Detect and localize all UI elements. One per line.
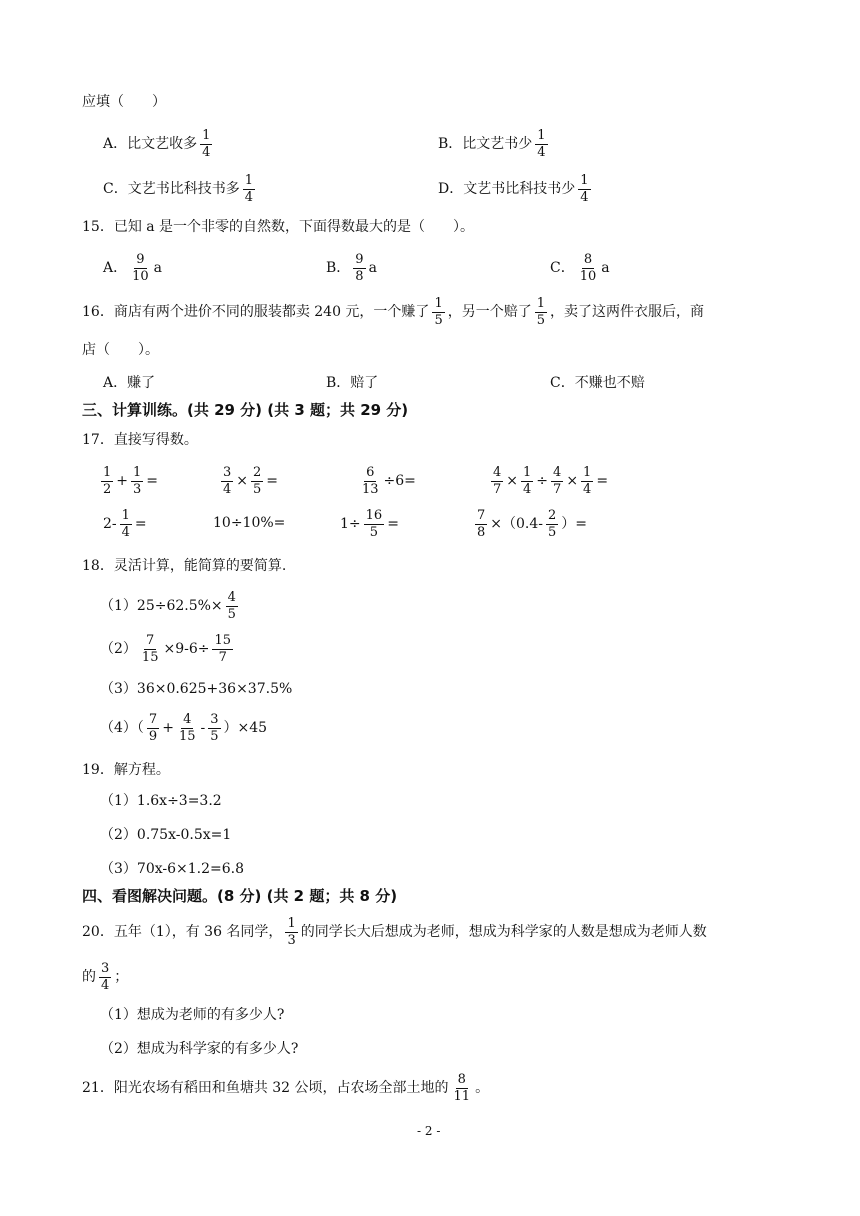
- q19-item3: （3）70x-6×1.2=6.8: [100, 861, 244, 877]
- option-tail: a: [368, 260, 377, 277]
- q14-option-b[interactable]: [438, 129, 551, 159]
- fraction: $\frac{3}{5}$: [210, 712, 219, 744]
- q18-part3: （3）36×0.625+36×37.5%: [100, 681, 293, 697]
- option-label: B．比文艺书少: [438, 136, 533, 153]
- q14-option-c[interactable]: [103, 174, 258, 204]
- fraction: $\frac{1}{4}$: [523, 465, 532, 497]
- operator: +: [116, 473, 129, 490]
- operator: +: [162, 720, 174, 737]
- fraction: $\frac{1}{5}$: [434, 296, 443, 328]
- text: ，卖了这两件衣服后，商: [550, 304, 704, 321]
- fraction: $\frac{4}{5}$: [227, 590, 236, 622]
- q20-sub2: （2）想成为科学家的有多少人?: [100, 1041, 299, 1057]
- fraction: $\frac{2}{5}$: [548, 508, 557, 540]
- fraction: $\frac{6}{13}$: [362, 465, 379, 497]
- fraction: $\frac{16}{5}$: [365, 508, 383, 540]
- q18-part4: [100, 713, 267, 743]
- equals: =: [596, 473, 609, 490]
- text: ，另一个赔了: [447, 304, 532, 321]
- q15-stem: 15．已知 a 是一个非零的自然数，下面得数最大的是（ ）。: [82, 219, 475, 235]
- operator: ×: [506, 473, 519, 490]
- text: ×9-6÷: [163, 641, 210, 658]
- q18-part2: [100, 634, 236, 664]
- fraction: $\frac{1}{4}$: [202, 128, 211, 160]
- text: （1）25÷62.5%×: [100, 598, 223, 615]
- q17-row2-item4: [472, 509, 587, 539]
- text: 。: [475, 1080, 490, 1097]
- equals: =: [146, 473, 159, 490]
- fraction: $\frac{7}{8}$: [477, 508, 486, 540]
- q20-stem-line1: [82, 917, 707, 947]
- text: 21．阳光农场有稻田和鱼塘共 32 公顷，占农场全部土地的: [82, 1080, 449, 1097]
- q14-tail: 应填（ ）: [82, 94, 166, 110]
- text: 的: [82, 969, 96, 986]
- fraction: $\frac{4}{7}$: [553, 465, 562, 497]
- option-tail: a: [153, 260, 163, 277]
- section-heading-3: 三、计算训练。(共 29 分) (共 3 题；共 29 分): [82, 401, 409, 419]
- q14-option-a[interactable]: [103, 129, 215, 159]
- fraction: $\frac{9}{10}$: [132, 252, 149, 284]
- option-label: A．比文艺收多: [103, 136, 198, 153]
- q15-option-a[interactable]: [103, 253, 162, 283]
- q17-row2-item2: 10÷10%=: [213, 515, 286, 531]
- fraction: $\frac{7}{15}$: [141, 633, 159, 665]
- fraction: $\frac{7}{9}$: [148, 712, 158, 744]
- text: 16．商店有两个进价不同的服装都卖 240 元，一个赚了: [82, 304, 430, 321]
- fraction: $\frac{3}{4}$: [101, 961, 110, 993]
- fraction: $\frac{8}{11}$: [453, 1072, 471, 1104]
- q17-stem: 17．直接写得数。: [82, 432, 198, 448]
- fraction: $\frac{1}{3}$: [287, 916, 296, 948]
- q19-item2: （2）0.75x-0.5x=1: [100, 827, 232, 843]
- q18-part1: [100, 591, 241, 621]
- q17-row1-item1: [98, 466, 158, 496]
- q18-stem: 18．灵活计算，能简算的要简算.: [82, 558, 287, 574]
- fraction: $\frac{1}{4}$: [580, 173, 589, 205]
- option-tail: a: [601, 260, 610, 277]
- q16-stem-line2: 店（ ）。: [82, 342, 159, 358]
- fraction: $\frac{9}{8}$: [355, 252, 364, 284]
- fraction: $\frac{4}{7}$: [493, 465, 502, 497]
- section-heading-4: 四、看图解决问题。(8 分) (共 2 题；共 8 分): [82, 887, 398, 905]
- fraction: $\frac{15}{7}$: [214, 633, 232, 665]
- fraction: $\frac{1}{4}$: [583, 465, 592, 497]
- option-label: D．文艺书比科技书少: [438, 181, 576, 198]
- q19-item1: （1）1.6x÷3=3.2: [100, 793, 222, 809]
- option-label: A．: [103, 260, 128, 277]
- q17-row2-item3: [340, 509, 399, 539]
- text: 1÷: [340, 516, 361, 533]
- q21-stem: [82, 1073, 489, 1103]
- text: ）=: [561, 516, 588, 533]
- operator: ×: [566, 473, 579, 490]
- text: ）×45: [223, 720, 268, 737]
- text: （4）（: [100, 720, 144, 737]
- q15-option-b[interactable]: [326, 253, 377, 283]
- text: ；: [114, 969, 129, 986]
- text: 2-: [103, 516, 117, 533]
- fraction: $\frac{1}{4}$: [244, 173, 253, 205]
- fraction: $\frac{1}{2}$: [103, 465, 112, 497]
- fraction: $\frac{3}{4}$: [223, 465, 232, 497]
- fraction: $\frac{1}{4}$: [121, 508, 130, 540]
- text: （2）: [100, 641, 137, 658]
- q14-option-d[interactable]: [438, 174, 594, 204]
- fraction: $\frac{4}{15}$: [178, 712, 196, 744]
- page-number: - 2 -: [417, 1124, 441, 1138]
- q20-sub1: （1）想成为老师的有多少人?: [100, 1007, 285, 1023]
- q16-stem-line1: [82, 297, 704, 327]
- equals: =: [266, 473, 279, 490]
- q17-row2-item1: [103, 509, 147, 539]
- q19-stem: 19．解方程。: [82, 762, 170, 778]
- option-label: C．: [550, 260, 575, 277]
- equals: =: [387, 516, 399, 533]
- fraction: $\frac{2}{5}$: [253, 465, 262, 497]
- q20-stem-line2: [82, 962, 128, 992]
- text: ×（0.4-: [490, 516, 544, 533]
- q16-option-b[interactable]: B．赔了: [326, 375, 379, 391]
- operator: ÷: [536, 473, 549, 490]
- q17-row1-item4: [488, 466, 608, 496]
- operator: -: [200, 720, 206, 737]
- option-label: C．文艺书比科技书多: [103, 181, 240, 198]
- q17-row1-item2: [218, 466, 278, 496]
- q15-option-c[interactable]: [550, 253, 610, 283]
- fraction: $\frac{1}{4}$: [537, 128, 546, 160]
- text: ÷6=: [383, 473, 416, 490]
- text: 20．五年（1），有 36 名同学，: [82, 924, 283, 941]
- fraction: $\frac{1}{3}$: [133, 465, 142, 497]
- q16-option-c[interactable]: C．不赚也不赔: [550, 375, 645, 391]
- equals: =: [134, 516, 147, 533]
- operator: ×: [236, 473, 249, 490]
- text: 的同学长大后想成为老师，想成为科学家的人数是想成为老师人数: [300, 924, 707, 941]
- q17-row1-item3: [357, 466, 416, 496]
- fraction: $\frac{1}{5}$: [536, 296, 545, 328]
- option-label: B．: [326, 260, 351, 277]
- fraction: $\frac{8}{10}$: [579, 252, 597, 284]
- q16-option-a[interactable]: A．赚了: [103, 375, 156, 391]
